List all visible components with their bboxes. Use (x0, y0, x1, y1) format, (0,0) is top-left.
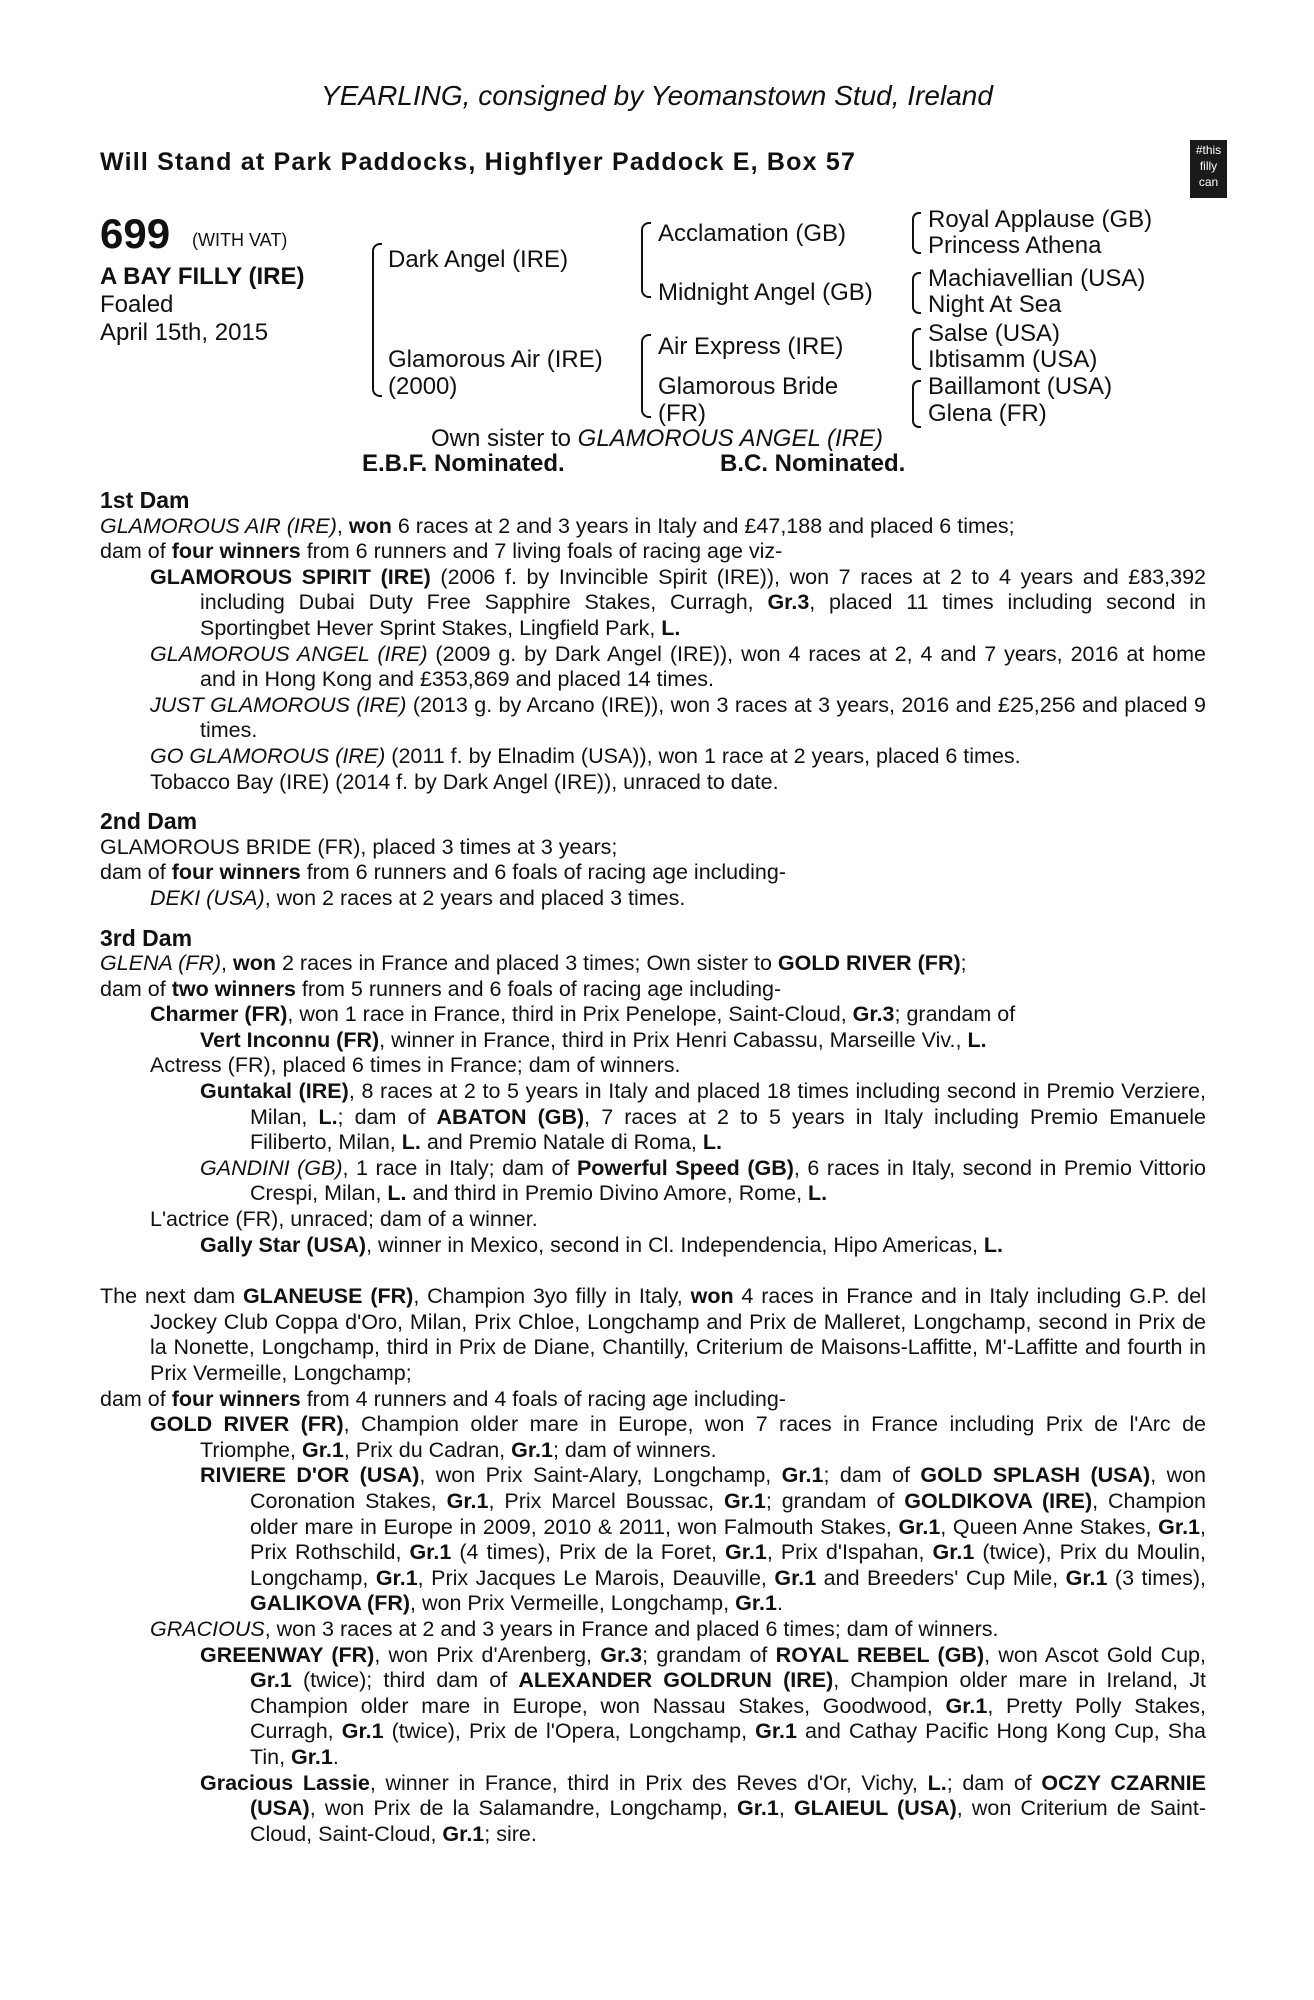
grade-label: L. (387, 1181, 407, 1206)
race-record: , 6 races in Italy, second in Premio Vittorio Crespi, Milan, (250, 1155, 1206, 1206)
pedigree-ggp: Glena (FR) (928, 400, 1047, 427)
next-dam-summary (100, 1387, 1206, 1413)
horse-name: GOLD RIVER (FR) (150, 1412, 344, 1437)
first-dam-intro: GLAMOROUS AIR (IRE), won 6 races at 2 and 3 years in Italy and £47,188 and placed 6 times; (100, 513, 1015, 538)
summary-text: from 4 runners and 4 foals of racing age including- (300, 1386, 786, 1411)
race-record: , won 2 races at 2 years and placed 3 times. (264, 885, 686, 910)
pedigree-brace (912, 272, 921, 314)
grade-label: L. (927, 1770, 947, 1795)
second-dam-summary (100, 860, 1206, 886)
grandprogeny-entry (100, 1463, 1206, 1617)
race-record: (twice); third dam of (291, 1668, 519, 1693)
summary-text: dam of (100, 860, 172, 885)
pedigree-brace (912, 380, 921, 428)
summary-text: dam of (100, 539, 172, 564)
progeny-entry: Actress (FR), placed 6 times in France; dam of winners. (150, 1053, 681, 1078)
progeny-entry (100, 1412, 1206, 1463)
race-record: ; grandam of (765, 1488, 905, 1513)
race-record: , won Prix Vermeille, Longchamp, (410, 1591, 736, 1616)
race-record: , 8 races at 2 to 5 years in Italy and placed 18 times including second in Premio Verziere, Milan, (250, 1079, 1206, 1129)
badge-line: filly (1199, 159, 1218, 173)
race-record: , Prix Marcel Boussac, (488, 1488, 724, 1513)
grade-label: L. (661, 615, 681, 640)
grade-label: Gr.3 (767, 590, 810, 615)
stand-location: Will Stand at Park Paddocks, Highflyer Paddock E, Box 57 (100, 148, 857, 176)
race-record: , Champion older mare in Europe in 2009, 2010 & 2011, won Falmouth Stakes, (250, 1488, 1206, 1539)
grade-label: Gr.1 (511, 1437, 553, 1462)
progeny-entry: L'actrice (FR), unraced; dam of a winner. (150, 1207, 538, 1232)
race-record: , Prix Rothschild, (250, 1514, 1206, 1565)
race-record: , Pretty Polly Stakes, Curragh, (250, 1693, 1206, 1744)
race-record: ; grandam of (894, 1002, 1016, 1027)
race-record: , Prix du Cadran, (343, 1437, 512, 1462)
grade-label: Gr.1 (724, 1488, 766, 1513)
lot-name: A BAY FILLY (IRE) (100, 263, 305, 290)
summary-text: from 6 runners and 7 living foals of racing age viz- (300, 539, 783, 564)
grade-label: Gr.1 (737, 1796, 779, 1821)
race-record: , Champion older mare in Ireland, Jt Champion older mare in Europe, won Nassau Stakes, Goodwood, (250, 1668, 1206, 1718)
pedigree-brace (641, 222, 651, 298)
race-record: (2009 g. by Dark Angel (IRE)), won 4 races at 2, 4 and 7 years, 2016 at home and in Hong Kong and £353,869 and placed 14 times. (200, 641, 1206, 692)
race-record: , won Prix Saint-Alary, Longchamp, (419, 1463, 782, 1488)
race-record: , won Criterium de Saint-Cloud, Saint-Cloud, (250, 1796, 1207, 1846)
foaled-date: April 15th, 2015 (100, 319, 269, 346)
race-record: , Champion older mare in Europe, won 7 races in France including Prix de l'Arc de Triomphe, (200, 1412, 1206, 1462)
race-record: , winner in France, third in Prix Henri Cabassu, Marseille Viv., (379, 1027, 968, 1052)
race-record: , 1 race in Italy; dam of (342, 1155, 577, 1180)
horse-name: GANDINI (GB) (200, 1155, 343, 1180)
pedigree-dam-year: (2000) (388, 373, 458, 400)
horse-name: Gally Star (USA) (200, 1232, 367, 1257)
horse-name: GOLD RIVER (FR) (777, 951, 961, 976)
grade-label: L. (318, 1104, 338, 1129)
grandprogeny-entry (100, 1771, 1206, 1848)
horse-name: GLAMOROUS SPIRIT (IRE) (150, 564, 431, 589)
race-record: (2013 g. by Arcano (IRE)), won 3 races at 3 years, 2016 and £25,256 and placed 9 times. (200, 692, 1206, 743)
race-record: , Prix Jacques Le Marois, Deauville, (417, 1565, 775, 1590)
horse-name: ROYAL REBEL (GB) (775, 1642, 985, 1667)
race-record: , won 3 races at 2 and 3 years in France and placed 6 times; dam of winners. (264, 1616, 999, 1641)
race-record: ; dam of (337, 1104, 437, 1129)
horse-name: Guntakal (IRE) (200, 1079, 349, 1104)
second-dam-intro: GLAMOROUS BRIDE (FR), placed 3 times at 3 years; (100, 834, 618, 859)
race-record: (2006 f. by Invincible Spirit (IRE)), won 7 races at 2 to 4 years and £83,392 including Dubai Duty Free Sapphire Stakes, Curragh, (200, 564, 1206, 615)
race-record: , won Coronation Stakes, (250, 1463, 1207, 1513)
race-record: (twice), Prix de l'Opera, Longchamp, (383, 1719, 756, 1744)
grade-label: Gr.1 (898, 1514, 941, 1539)
third-dam-summary (100, 977, 1206, 1003)
own-sister-prefix: Own sister to (430, 425, 578, 452)
race-record: , 7 races at 2 to 5 years in Italy including Premio Emanuele Filiberto, Milan, (250, 1104, 1206, 1155)
horse-name: GREENWAY (FR) (200, 1642, 375, 1667)
grade-label: Gr.1 (250, 1668, 292, 1693)
third-dam-heading: 3rd Dam (100, 924, 193, 951)
dam-record: 2 races in France and placed 3 times; Own sister to (276, 951, 778, 976)
horse-name: GOLDIKOVA (IRE) (904, 1488, 1093, 1513)
progeny-entry (100, 886, 1206, 912)
own-sister-name: GLAMOROUS ANGEL (IRE) (577, 425, 884, 452)
horse-name: DEKI (USA) (150, 885, 265, 910)
grade-label: Gr.1 (774, 1565, 817, 1590)
grade-label: Gr.1 (945, 1693, 988, 1718)
dam-name: GLAMOROUS AIR (IRE) (100, 513, 337, 538)
race-record: ; sire. (484, 1821, 537, 1846)
race-record: , won Prix de la Salamandre, Longchamp, (309, 1796, 737, 1821)
horse-name: GALIKOVA (FR) (250, 1591, 411, 1616)
grandprogeny-entry (100, 1156, 1206, 1207)
horse-name: OCZY CZARNIE (USA) (250, 1770, 1206, 1821)
first-dam-summary (100, 539, 1206, 565)
grade-label: Gr.1 (446, 1488, 489, 1513)
pedigree-sire-sire: Acclamation (GB) (658, 220, 847, 247)
won-label: won (690, 1284, 734, 1309)
progeny-entry (100, 693, 1206, 744)
race-record: 4 races in France and in Italy including G.P. del Jockey Club Coppa d'Oro, Milan, Prix Chloe, Longchamp and Prix de Malleret, Longchamp, second in Prix de la Nonette, Longchamp, third in Prix de Diane, Chantilly, Criterium de Maisons-Laffitte, M'-Laffitte and fourth in Prix Vermeille, Longchamp; (150, 1284, 1206, 1385)
grade-label: L. (808, 1181, 828, 1206)
grade-label: L. (401, 1130, 421, 1155)
race-record: , Prix d'Ispahan, (766, 1540, 933, 1565)
horse-name: JUST GLAMOROUS (IRE) (150, 692, 407, 717)
catalogue-body (100, 488, 1206, 1847)
won-label: won (233, 951, 276, 976)
horse-name: ABATON (GB) (436, 1104, 585, 1129)
own-sister-note (120, 425, 1194, 453)
race-record: . (332, 1744, 339, 1769)
race-record: (twice), Prix du Moulin, Longchamp, (250, 1540, 1206, 1590)
progeny-entry (100, 1617, 1206, 1643)
pedigree-ggp: Salse (USA) (928, 320, 1061, 347)
winners-count: four winners (171, 539, 301, 564)
pedigree-ggp: Ibtisamm (USA) (928, 346, 1098, 373)
horse-name: Charmer (FR) (150, 1002, 288, 1027)
horse-name: Powerful Speed (GB) (576, 1155, 794, 1180)
progeny-entry (100, 1002, 1206, 1028)
grade-label: Gr.1 (341, 1719, 384, 1744)
page-title: YEARLING, consigned by Yeomanstown Stud, Ireland (321, 80, 993, 111)
race-record: and Premio Natale di Roma, (420, 1130, 703, 1155)
pedigree-ggp: Royal Applause (GB) (928, 206, 1153, 233)
dam-record: ; (960, 951, 967, 976)
race-record: ; grandam of (642, 1642, 776, 1667)
race-record: , won Prix d'Arenberg, (374, 1642, 601, 1667)
pedigree-ggp: Baillamont (USA) (928, 373, 1113, 400)
lead-text: The next dam (100, 1284, 244, 1309)
progeny-entry (100, 642, 1206, 693)
race-record: , placed 11 times including second in Sportingbet Hever Sprint Stakes, Lingfield Park, (200, 590, 1206, 640)
next-dam-intro (100, 1284, 1206, 1386)
grandprogeny-entry (100, 1233, 1206, 1259)
grade-label: Gr.3 (600, 1642, 643, 1667)
race-record: , (778, 1796, 794, 1821)
winners-count: four winners (171, 1386, 301, 1411)
pedigree-ggp: Night At Sea (928, 291, 1062, 318)
winners-count: four winners (171, 860, 301, 885)
race-record: (2011 f. by Elnadim (USA)), won 1 race at 2 years, placed 6 times. (385, 743, 1021, 768)
won-label: won (348, 513, 392, 538)
race-record: , won 1 race in France, third in Prix Penelope, Saint-Cloud, (287, 1002, 853, 1027)
progeny-entry: Tobacco Bay (IRE) (2014 f. by Dark Angel (IRE)), unraced to date. (150, 769, 779, 794)
progeny-entry (100, 565, 1206, 642)
pedigree-brace (641, 334, 651, 418)
race-record: (3 times), (1107, 1565, 1206, 1590)
grade-label: Gr.1 (1158, 1514, 1201, 1539)
pedigree-dam-dam-suffix: (FR) (658, 400, 706, 427)
grade-label: Gr.1 (291, 1744, 333, 1769)
summary-text: dam of (100, 976, 172, 1001)
grade-label: L. (983, 1232, 1004, 1257)
hashtag-logo (1190, 140, 1227, 198)
race-record: and Cathay Pacific Hong Kong Cup, Sha Tin, (250, 1719, 1206, 1769)
race-record: , Queen Anne Stakes, (940, 1514, 1159, 1539)
grade-label: Gr.1 (442, 1821, 485, 1846)
ebf-nomination: E.B.F. Nominated. (362, 450, 565, 477)
race-record: , winner in Mexico, second in Cl. Independencia, Hipo Americas, (366, 1232, 984, 1257)
grandprogeny-entry (100, 1028, 1206, 1054)
badge-line: can (1198, 175, 1219, 189)
horse-name: ALEXANDER GOLDRUN (IRE) (518, 1668, 834, 1693)
winners-count: two winners (171, 976, 296, 1001)
grandprogeny-entry (100, 1643, 1206, 1771)
race-record: , won Ascot Gold Cup, (984, 1642, 1206, 1667)
third-dam-intro: GLENA (FR), won 2 races in France and placed 3 times; Own sister to GOLD RIVER (FR); (100, 951, 967, 976)
lot-number: 699 (100, 210, 171, 257)
horse-name: GO GLAMOROUS (IRE) (150, 743, 386, 768)
grandprogeny-entry (100, 1079, 1206, 1156)
pedigree-dam: Glamorous Air (IRE) (388, 346, 603, 373)
pedigree-dam-sire: Air Express (IRE) (658, 333, 844, 360)
grade-label: Gr.3 (852, 1002, 895, 1027)
summary-text: from 6 runners and 6 foals of racing age including- (300, 860, 786, 885)
race-record: and third in Premio Divino Amore, Rome, (406, 1181, 809, 1206)
race-record: ; dam of winners. (552, 1437, 717, 1462)
section-gap (100, 1258, 1206, 1284)
dam-record: 6 races at 2 and 3 years in Italy and £47,188 and placed 6 times; (391, 513, 1015, 538)
summary-text: from 5 runners and 6 foals of racing age including- (295, 976, 782, 1001)
pedigree-ggp: Princess Athena (928, 232, 1102, 259)
horse-name: GLAMOROUS ANGEL (IRE) (150, 641, 428, 666)
grade-label: Gr.1 (724, 1540, 767, 1565)
grade-label: Gr.1 (735, 1591, 777, 1616)
grade-label: Gr.1 (781, 1463, 824, 1488)
grade-label: Gr.1 (755, 1719, 797, 1744)
pedigree-ggp: Machiavellian (USA) (928, 265, 1146, 292)
pedigree-brace (372, 243, 382, 397)
race-record: (4 times), Prix de la Foret, (451, 1540, 725, 1565)
summary-text: dam of (100, 1386, 172, 1411)
horse-name: GLAIEUL (USA) (793, 1796, 957, 1821)
race-record: and Breeders' Cup Mile, (816, 1565, 1066, 1590)
race-record: ; dam of (946, 1770, 1042, 1795)
pedigree-brace (912, 212, 921, 254)
dam-name: GLENA (FR) (100, 951, 222, 976)
race-record: , Champion 3yo filly in Italy, (413, 1284, 691, 1309)
horse-name: RIVIERE D'OR (USA) (200, 1463, 420, 1488)
grade-label: Gr.1 (301, 1437, 344, 1462)
pedigree-sire-dam: Midnight Angel (GB) (658, 279, 873, 306)
horse-name: GRACIOUS (150, 1616, 265, 1641)
first-dam-heading: 1st Dam (100, 487, 190, 513)
grade-label: Gr.1 (375, 1565, 418, 1590)
grade-label: Gr.1 (932, 1540, 975, 1565)
pedigree-dam-dam: Glamorous Bride (658, 373, 839, 400)
horse-name: GLANEUSE (FR) (243, 1284, 414, 1309)
badge-line: #this (1195, 143, 1222, 157)
grade-label: Gr.1 (409, 1540, 452, 1565)
grade-label: Gr.1 (1065, 1565, 1108, 1590)
horse-name: Gracious Lassie (200, 1770, 370, 1795)
race-record: ; dam of (823, 1463, 921, 1488)
second-dam-heading: 2nd Dam (100, 808, 198, 835)
bc-nomination: B.C. Nominated. (720, 450, 906, 477)
race-record: . (776, 1591, 783, 1616)
race-record: , winner in France, third in Prix des Reves d'Or, Vichy, (369, 1770, 928, 1795)
grade-label: L. (967, 1027, 987, 1052)
progeny-entry (100, 744, 1206, 770)
foaled-label: Foaled (100, 291, 174, 318)
pedigree-sire: Dark Angel (IRE) (388, 246, 569, 273)
lot-vat: (WITH VAT) (192, 230, 288, 250)
pedigree-brace (912, 328, 921, 370)
horse-name: Vert Inconnu (FR) (200, 1027, 380, 1052)
horse-name: GOLD SPLASH (USA) (920, 1463, 1151, 1488)
grade-label: L. (702, 1130, 722, 1155)
